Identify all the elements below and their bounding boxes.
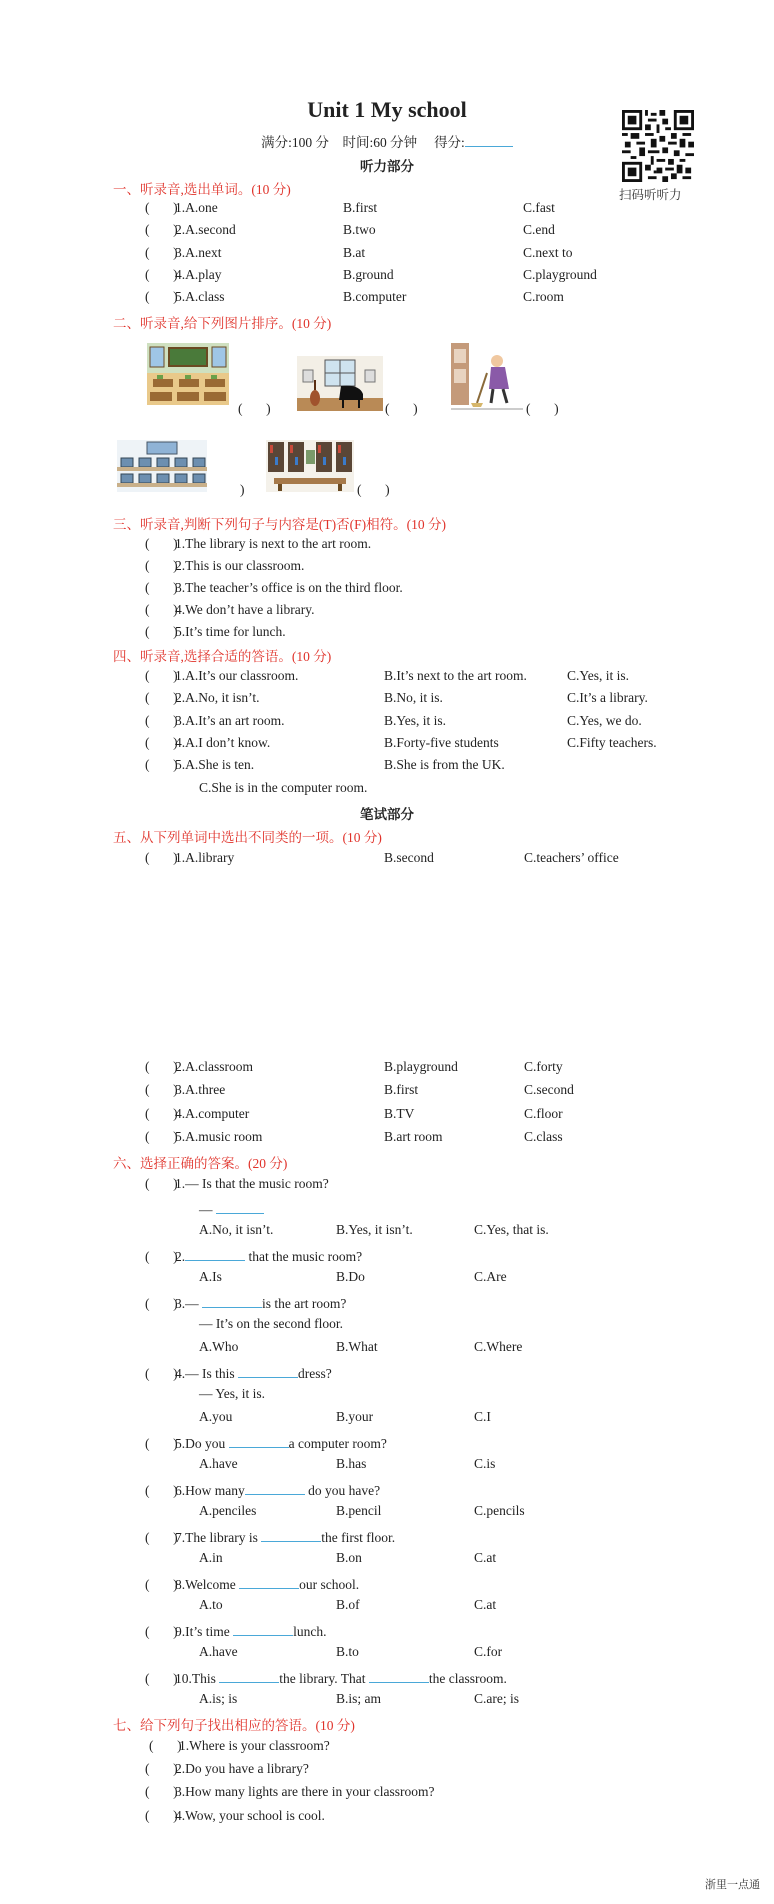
- fill-blank[interactable]: [239, 1574, 299, 1589]
- question-text: the classroom.: [428, 1671, 507, 1686]
- question-text: is the art room?: [262, 1296, 347, 1311]
- option-c: C.Are: [474, 1269, 507, 1284]
- option-b: B.She is from the UK.: [384, 757, 505, 772]
- option-a: A.in: [199, 1550, 223, 1565]
- option-b: B.What: [336, 1339, 378, 1354]
- question-row: [145, 602, 315, 618]
- option-a: A.have: [199, 1456, 238, 1471]
- section-2-title: 二、听录音,给下列图片排序。(10 分): [113, 316, 332, 331]
- answer-paren[interactable]: ( ): [145, 1671, 178, 1686]
- question-text: 8.Welcome: [175, 1577, 240, 1592]
- option-a: A.have: [199, 1644, 238, 1659]
- option-b: B.ground: [343, 267, 394, 282]
- option-c: C.room: [523, 289, 564, 304]
- option-a: 1.A.one: [175, 200, 218, 215]
- statement: 2.This is our classroom.: [175, 558, 305, 573]
- answer-paren[interactable]: ( ): [145, 1082, 178, 1097]
- question-text: 4.— Is this: [175, 1366, 239, 1381]
- answer-paren[interactable]: ( ): [145, 200, 178, 215]
- section-7-title: 七、给下列句子找出相应的答语。(10 分): [113, 1718, 355, 1733]
- cleaning-picture: [451, 343, 523, 413]
- option-a: 4.A.play: [175, 267, 222, 282]
- question-row: [145, 1784, 434, 1800]
- fill-blank[interactable]: [216, 1199, 264, 1214]
- option-b: B.has: [336, 1456, 367, 1471]
- option-c: C.Yes, it is.: [567, 668, 630, 683]
- question-row: [145, 1761, 309, 1777]
- option-c: C.Yes, we do.: [567, 713, 642, 728]
- answer-paren[interactable]: ( ): [145, 690, 178, 705]
- question-row: [149, 1738, 330, 1754]
- option-a: A.Who: [199, 1339, 239, 1354]
- option-b: B.It’s next to the art room.: [384, 668, 527, 683]
- fill-blank[interactable]: [219, 1668, 279, 1683]
- answer-paren[interactable]: ( ): [145, 713, 178, 728]
- answer-paren[interactable]: ( ): [145, 245, 178, 260]
- question-row: [145, 1293, 346, 1312]
- question-row: [145, 1176, 329, 1192]
- section-4-title: 四、听录音,选择合适的答语。(10 分): [113, 649, 332, 664]
- option-c: C.pencils: [474, 1503, 525, 1518]
- option-c: C.Fifty teachers.: [567, 735, 657, 750]
- reply-text: — Yes, it is.: [199, 1386, 266, 1401]
- option-b: B.Forty-five students: [384, 735, 499, 750]
- fill-blank[interactable]: [229, 1433, 289, 1448]
- answer-paren[interactable]: ( ): [145, 850, 178, 865]
- question-row: [145, 1808, 325, 1824]
- option-c: C.Where: [474, 1339, 523, 1354]
- time-limit: 时间:60 分钟: [342, 135, 418, 150]
- score-blank[interactable]: [465, 132, 513, 147]
- question-row: [145, 289, 225, 305]
- option-b: B.to: [336, 1644, 359, 1659]
- qr-caption: 扫码听听力: [619, 187, 682, 202]
- answer-paren[interactable]: ( ): [145, 1249, 178, 1264]
- question-text: 10.This: [175, 1671, 220, 1686]
- option-a: 5.A.music room: [175, 1129, 263, 1144]
- listening-title: 听力部分: [360, 159, 414, 174]
- question-row: [145, 1246, 362, 1265]
- question-row: [145, 245, 222, 261]
- option-c: C.class: [524, 1129, 563, 1144]
- question-text: 1.— Is that the music room?: [175, 1176, 329, 1191]
- question-row: [145, 1082, 225, 1098]
- fill-blank[interactable]: [369, 1668, 429, 1683]
- dash: —: [199, 1202, 213, 1217]
- fill-blank[interactable]: [261, 1527, 321, 1542]
- question-row: [145, 1480, 380, 1499]
- answer-paren[interactable]: ( ): [145, 1129, 178, 1144]
- option-a: A.penciles: [199, 1503, 257, 1518]
- option-a: 2.A.classroom: [175, 1059, 253, 1074]
- option-b: B.first: [384, 1082, 419, 1097]
- option-c: C.forty: [524, 1059, 563, 1074]
- statement: 4.We don’t have a library.: [175, 602, 315, 617]
- option-c: C.Yes, that is.: [474, 1222, 549, 1237]
- option-b: B.your: [336, 1409, 374, 1424]
- score-label: 得分:: [434, 135, 465, 150]
- option-a: A.Is: [199, 1269, 222, 1284]
- question-row: [145, 757, 254, 773]
- option-c: C.teachers’ office: [524, 850, 619, 865]
- footer-brand: 浙里一点通: [705, 1878, 760, 1891]
- reply-text: — It’s on the second floor.: [199, 1316, 343, 1331]
- option-a: A.to: [199, 1597, 223, 1612]
- question-text: 3.How many lights are there in your classroom?: [175, 1784, 435, 1799]
- question-row: [145, 1363, 332, 1382]
- option-a: A.you: [199, 1409, 233, 1424]
- fill-blank[interactable]: [245, 1480, 305, 1495]
- question-text: the first floor.: [321, 1530, 396, 1545]
- question-text: 6.How many: [175, 1483, 245, 1498]
- option-c: C.is: [474, 1456, 496, 1471]
- option-b: B.on: [336, 1550, 362, 1565]
- option-b: B.art room: [384, 1129, 443, 1144]
- option-b: B.computer: [343, 289, 407, 304]
- music-room-picture: [297, 356, 383, 411]
- option-a: 4.A.computer: [175, 1106, 250, 1121]
- order-paren[interactable]: ( ): [385, 401, 418, 416]
- order-paren[interactable]: ( ): [238, 401, 271, 416]
- answer-paren[interactable]: ( ): [145, 1808, 178, 1823]
- answer-paren[interactable]: ( ): [145, 289, 178, 304]
- option-a: 3.A.three: [175, 1082, 226, 1097]
- question-text: 4.Wow, your school is cool.: [175, 1808, 325, 1823]
- question-text: our school.: [299, 1577, 360, 1592]
- page-title: Unit 1 My school: [307, 97, 467, 122]
- answer-paren[interactable]: ( ): [145, 624, 178, 639]
- question-text: a computer room?: [288, 1436, 387, 1451]
- question-text: the library. That: [279, 1671, 369, 1686]
- option-a: 5.A.She is ten.: [175, 757, 255, 772]
- fill-blank[interactable]: [202, 1293, 262, 1308]
- answer-paren[interactable]: ( ): [145, 267, 178, 282]
- question-row: [145, 267, 222, 283]
- question-row: [145, 850, 234, 866]
- option-a: 2.A.second: [175, 222, 236, 237]
- answer-paren[interactable]: ( ): [145, 1436, 178, 1451]
- option-b: B.pencil: [336, 1503, 382, 1518]
- section-5-title: 五、从下列单词中选出不同类的一项。(10 分): [113, 830, 382, 845]
- section-3-title: 三、听录音,判断下列句子与内容是(T)否(F)相符。(10 分): [113, 517, 446, 532]
- answer-paren[interactable]: ( ): [145, 1784, 178, 1799]
- question-row: [145, 735, 270, 751]
- question-text: 9.It’s time: [175, 1624, 234, 1639]
- option-b: B.Yes, it isn’t.: [336, 1222, 413, 1237]
- answer-paren[interactable]: ( ): [145, 222, 178, 237]
- option-a: A.is; is: [199, 1691, 238, 1706]
- option-c: C.next to: [523, 245, 573, 260]
- question-text: 5.Do you: [175, 1436, 229, 1451]
- question-text: dress?: [298, 1366, 332, 1381]
- question-row: [145, 222, 236, 238]
- option-a: 1.A.It’s our classroom.: [175, 668, 299, 683]
- question-row: [145, 713, 284, 729]
- question-row: [145, 200, 218, 216]
- answer-paren[interactable]: ( ): [145, 1106, 178, 1121]
- question-text: that the music room?: [245, 1249, 363, 1264]
- question-row: [145, 1059, 253, 1075]
- option-c: C.It’s a library.: [567, 690, 648, 705]
- answer-paren[interactable]: ( ): [145, 1296, 178, 1311]
- answer-line: [199, 1199, 264, 1218]
- question-row: [145, 1527, 395, 1546]
- option-c: C.second: [524, 1082, 574, 1097]
- question-text: 1.Where is your classroom?: [179, 1738, 330, 1753]
- answer-paren[interactable]: ( ): [145, 668, 178, 683]
- section-6-title: 六、选择正确的答案。(20 分): [113, 1156, 288, 1171]
- answer-paren[interactable]: ( ): [145, 757, 178, 772]
- question-row: [145, 1668, 507, 1687]
- option-b: B.second: [384, 850, 434, 865]
- question-row: [145, 1433, 387, 1452]
- option-a: 1.A.library: [175, 850, 235, 865]
- order-paren-close[interactable]: ): [240, 482, 245, 497]
- option-a: 2.A.No, it isn’t.: [175, 690, 260, 705]
- option-b: B.of: [336, 1597, 360, 1612]
- option-c: C.She is in the computer room.: [199, 780, 368, 795]
- question-text: 3.—: [175, 1296, 202, 1311]
- answer-paren[interactable]: ( ): [145, 735, 178, 750]
- option-b: B.two: [343, 222, 376, 237]
- question-text: 2.: [175, 1249, 186, 1264]
- option-c: C.playground: [523, 267, 597, 282]
- full-score: 满分:100 分: [261, 135, 330, 150]
- option-a: 4.A.I don’t know.: [175, 735, 271, 750]
- question-text: 7.The library is: [175, 1530, 262, 1545]
- section-1-title: 一、听录音,选出单词。(10 分): [113, 182, 291, 197]
- answer-paren[interactable]: ( ): [145, 580, 178, 595]
- statement: 5.It’s time for lunch.: [175, 624, 286, 639]
- library-picture: [266, 440, 354, 492]
- answer-paren[interactable]: ( ): [149, 1738, 182, 1753]
- option-b: B.playground: [384, 1059, 458, 1074]
- fill-blank[interactable]: [238, 1363, 298, 1378]
- order-paren[interactable]: ( ): [357, 482, 390, 497]
- answer-paren[interactable]: ( ): [145, 1761, 178, 1776]
- option-c: C.floor: [524, 1106, 563, 1121]
- fill-blank[interactable]: [233, 1621, 293, 1636]
- answer-paren[interactable]: ( ): [145, 1059, 178, 1074]
- option-c: C.are; is: [474, 1691, 519, 1706]
- question-row: [145, 690, 260, 706]
- question-row: [145, 536, 371, 552]
- option-c: C.for: [474, 1644, 503, 1659]
- option-b: B.first: [343, 200, 378, 215]
- answer-paren[interactable]: ( ): [145, 1366, 178, 1381]
- option-b: B.TV: [384, 1106, 415, 1121]
- question-row: [145, 668, 298, 684]
- option-b: B.Yes, it is.: [384, 713, 447, 728]
- option-c: C.fast: [523, 200, 555, 215]
- answer-paren[interactable]: ( ): [145, 1483, 178, 1498]
- answer-paren[interactable]: ( ): [145, 602, 178, 617]
- option-b: B.is; am: [336, 1691, 382, 1706]
- statement: 3.The teacher’s office is on the third floor.: [175, 580, 403, 595]
- answer-paren[interactable]: ( ): [145, 1176, 178, 1191]
- question-row: [145, 1106, 249, 1122]
- option-a: 5.A.class: [175, 289, 225, 304]
- option-b: B.No, it is.: [384, 690, 443, 705]
- question-text: 2.Do you have a library?: [175, 1761, 309, 1776]
- question-row: [145, 1129, 262, 1145]
- question-text: do you have?: [304, 1483, 381, 1498]
- answer-paren[interactable]: ( ): [145, 1530, 178, 1545]
- question-row: [145, 624, 286, 640]
- computer-room-picture: [117, 440, 207, 492]
- writing-title: 笔试部分: [360, 807, 414, 822]
- answer-paren[interactable]: ( ): [145, 1577, 178, 1592]
- option-c: C.I: [474, 1409, 491, 1424]
- question-row: [145, 1621, 327, 1640]
- option-b: B.at: [343, 245, 366, 260]
- question-row: [145, 580, 403, 596]
- option-a: A.No, it isn’t.: [199, 1222, 274, 1237]
- order-paren[interactable]: ( ): [526, 401, 559, 416]
- question-row: [145, 1574, 359, 1593]
- answer-paren[interactable]: ( ): [145, 536, 178, 551]
- option-c: C.at: [474, 1597, 497, 1612]
- question-row: [145, 558, 304, 574]
- answer-paren[interactable]: ( ): [145, 1624, 178, 1639]
- option-b: B.Do: [336, 1269, 365, 1284]
- option-c: C.at: [474, 1550, 497, 1565]
- option-a: 3.A.next: [175, 245, 222, 260]
- option-a: 3.A.It’s an art room.: [175, 713, 285, 728]
- statement: 1.The library is next to the art room.: [175, 536, 372, 551]
- option-c: C.end: [523, 222, 555, 237]
- answer-paren[interactable]: ( ): [145, 558, 178, 573]
- question-text: lunch.: [293, 1624, 327, 1639]
- fill-blank[interactable]: [185, 1246, 245, 1261]
- classroom-picture: [147, 343, 229, 405]
